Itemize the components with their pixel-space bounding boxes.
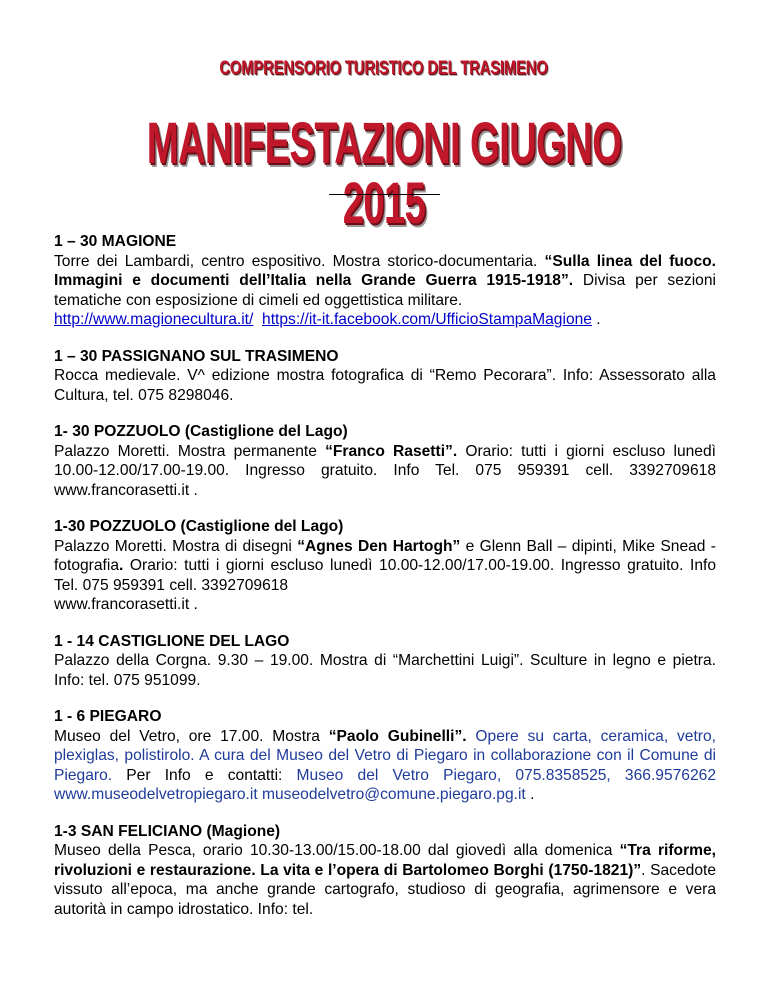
event-body <box>54 727 716 805</box>
event-body <box>54 252 716 311</box>
event-entry <box>54 422 716 500</box>
event-heading: 1 - 6 PIEGARO <box>54 708 162 725</box>
event-contacts: Museo del Vetro Piegaro, 075.8358525, 366.9576262 www.museodelvetropiegaro.it museodelvetro@comune.piegaro.pg.it <box>54 766 716 803</box>
event-text: . Sacedote vissuto all’epoca, ma anche grande cartografo, studioso di geografia, agrimensore e vera autorità in campo idrostatico. Info: tel. <box>54 861 717 918</box>
header-rule <box>329 194 440 195</box>
event-body <box>54 442 716 501</box>
event-entry <box>54 632 716 691</box>
event-website: www.francorasetti.it . <box>54 596 198 613</box>
event-text: Palazzo Moretti. Mostra di disegni <box>54 537 298 555</box>
event-title: “Tra riforme, rivoluzioni e restaurazione. La vita e l’opera di Bartolomeo Borghi (1750-1821)” <box>54 842 717 879</box>
event-heading: 1-30 POZZUOLO (Castiglione del Lago) <box>54 518 344 535</box>
event-links <box>54 310 716 330</box>
event-heading: 1 – 30 PASSIGNANO SUL TRASIMENO <box>54 347 339 365</box>
events-list <box>54 232 716 936</box>
event-text: Museo della Pesca, orario 10.30-13.00/15.00-18.00 dal giovedì alla domenica <box>54 842 620 859</box>
event-text: Torre dei Lambardi, centro espositivo. Mostra storico-documentaria. <box>54 252 545 270</box>
magione-cultura-link[interactable]: http://www.magionecultura.it/ <box>54 311 254 328</box>
event-body: Palazzo della Corgna. 9.30 – 19.00. Mostra di “Marchettini Luigi”. Sculture in legno e pietra. Info: tel. 075 951099. <box>54 652 716 689</box>
event-text: Museo del Vetro, ore 17.00. Mostra <box>54 727 329 745</box>
document-header <box>0 0 768 236</box>
event-entry <box>54 232 716 330</box>
event-body <box>54 537 716 596</box>
event-title: “Agnes Den Hartogh” <box>297 537 461 555</box>
event-text: . <box>525 786 535 803</box>
event-entry <box>54 707 716 805</box>
event-title: “Franco Rasetti”. <box>325 442 458 460</box>
event-entry <box>54 517 716 615</box>
event-heading: 1-3 SAN FELICIANO (Magione) <box>54 822 281 840</box>
event-entry <box>54 347 716 406</box>
facebook-link[interactable]: https://it-it.facebook.com/UfficioStampaMagione <box>262 311 592 328</box>
event-title: “Paolo Gubinelli”. <box>328 727 467 745</box>
header-title: MANIFESTAZIONI GIUGNO 2015 <box>146 111 622 236</box>
event-text: . <box>119 557 124 574</box>
event-heading: 1 - 14 CASTIGLIONE DEL LAGO <box>54 632 290 650</box>
event-text: Opere su carta, ceramica, vetro, plexiglas, polistirolo. A cura del Museo del Vetro di Piegaro in collaborazione con il Comune di Piegaro. <box>54 727 716 784</box>
event-title: “Sulla linea del fuoco. Immagini e documenti dell’Italia nella Grande Guerra 1915-1918”. <box>54 252 716 289</box>
event-body <box>54 841 716 919</box>
header-subtitle: COMPRENSORIO TURISTICO DEL TRASIMENO <box>219 58 549 79</box>
event-text: e Glenn Ball – dipinti, Mike Snead - fotografia <box>54 537 716 574</box>
event-text: Palazzo Moretti. Mostra permanente <box>54 442 326 460</box>
event-entry <box>54 822 716 920</box>
event-body: Rocca medievale. V^ edizione mostra fotografica di “Remo Pecorara”. Info: Assessorato alla Cultura, tel. 075 8298046. <box>54 367 716 404</box>
event-text: Per Info e contatti: <box>112 766 297 784</box>
event-heading: 1 – 30 MAGIONE <box>54 233 177 250</box>
event-text: Orario: tutti i giorni escluso lunedì 10.00-12.00/17.00-19.00. Ingresso gratuito. Info Tel. 075 959391 cell. 3392709618 www.francorasetti.it . <box>54 442 716 499</box>
event-heading: 1- 30 POZZUOLO (Castiglione del Lago) <box>54 423 348 440</box>
event-text: Orario: tutti i giorni escluso lunedì 10.00-12.00/17.00-19.00. Ingresso gratuito. Info Tel. 075 959391 cell. 3392709618 <box>54 557 716 594</box>
event-text: Divisa per sezioni tematiche con esposizione di cimeli ed oggettistica militare. <box>54 272 716 309</box>
event-text: . <box>591 311 601 328</box>
